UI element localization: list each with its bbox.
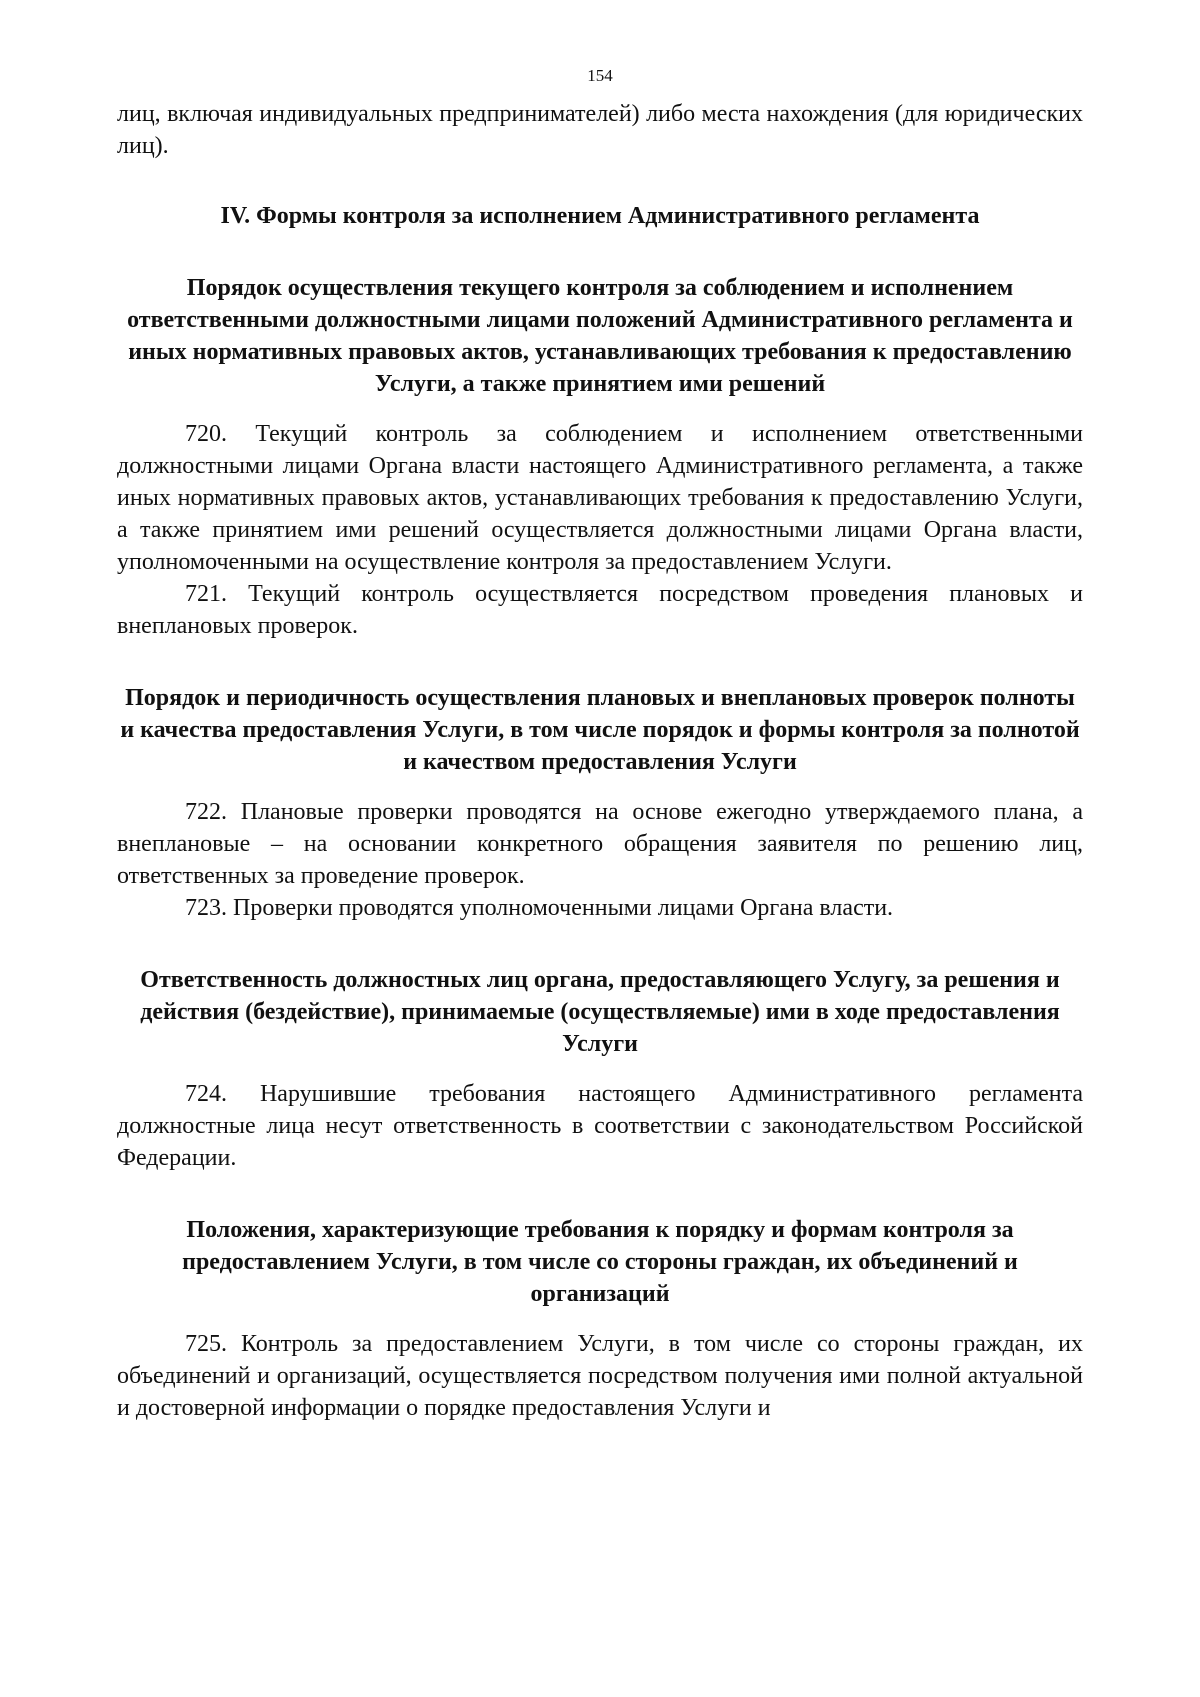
paragraph-723: 723. Проверки проводятся уполномоченными лицами Органа власти. (185, 895, 894, 921)
paragraph-720: 720. Текущий контроль за соблюдением и исполнением ответственными должностными лицами Органа власти настоящего Административного регламента, а также иных нормативных правовых актов, устанавливающих требования к предоставлению Услуги, а также принятием ими решений осуществляется должностными лицами Органа власти, уполномоченными на осуществление контроля за предоставлением Услуги. (117, 421, 1083, 575)
subsection-heading-inspections: Порядок и периодичность осуществления плановых и внеплановых проверок полноты и качества предоставления Услуги, в том числе порядок и формы контроля за полнотой и качеством предоставления Услуги (120, 685, 1080, 775)
paragraph-722: 722. Плановые проверки проводятся на основе ежегодно утверждаемого плана, а внеплановые – на основании конкретного обращения заявителя по решению лиц, ответственных за проведение проверок. (117, 799, 1083, 889)
paragraph-721: 721. Текущий контроль осуществляется посредством проведения плановых и внеплановых проверок. (117, 581, 1083, 639)
paragraph-725: 725. Контроль за предоставлением Услуги, в том числе со стороны граждан, их объединений и организаций, осуществляется посредством получения ими полной актуальной и достоверной информации о порядке предоставления Услуги и (117, 1331, 1083, 1421)
section-heading-iv: IV. Формы контроля за исполнением Административного регламента (220, 203, 980, 229)
page-number: 154 (587, 66, 613, 85)
subsection-heading-citizen-control: Положения, характеризующие требования к порядку и формам контроля за предоставлением Услуги, в том числе со стороны граждан, их объединений и организаций (182, 1217, 1018, 1307)
subsection-heading-current-control: Порядок осуществления текущего контроля за соблюдением и исполнением ответственными должностными лицами положений Административного регламента и иных нормативных правовых актов, устанавливающих требования к предоставлению Услуги, а также принятием ими решений (127, 275, 1073, 397)
document-page (117, 66, 1083, 1666)
paragraph-724: 724. Нарушившие требования настоящего Административного регламента должностные лица несут ответственность в соответствии с законодательством Российской Федерации. (117, 1081, 1083, 1171)
paragraph-continuation: лиц, включая индивидуальных предпринимателей) либо места нахождения (для юридических лиц). (117, 101, 1083, 159)
subsection-heading-responsibility: Ответственность должностных лиц органа, предоставляющего Услугу, за решения и действия (бездействие), принимаемые (осуществляемые) ими в ходе предоставления Услуги (140, 967, 1060, 1057)
